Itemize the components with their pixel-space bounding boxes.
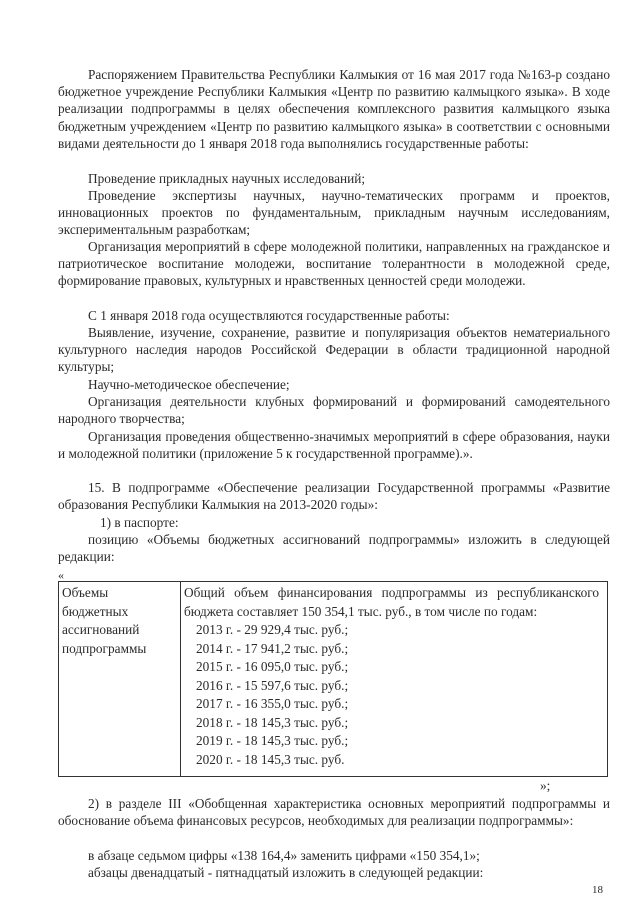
funding-year-2014: 2014 г. - 17 941,2 тыс. руб.;: [196, 640, 349, 656]
paragraph-clubs: Организация деятельности клубных формирований и формирований самодеятельного народного творчества;: [58, 394, 610, 427]
page-number: 18: [592, 884, 603, 896]
funding-year-2020: 2020 г. - 18 145,3 тыс. руб.: [196, 751, 345, 767]
paragraph-twelve-fifteen: абзацы двенадцатый - пятнадцатый изложить в следующей редакции:: [88, 865, 484, 880]
paragraph-since-2018: С 1 января 2018 года осуществляются государственные работы:: [88, 308, 450, 323]
funding-total-text: Общий объем финансирования подпрограммы из республиканского бюджета составляет 150 354,1 тыс. руб., в том числе по годам:: [184, 585, 599, 619]
funding-year-2013: 2013 г. - 29 929,4 тыс. руб.;: [196, 622, 349, 637]
funding-year-2018: 2018 г. - 18 145,3 тыс. руб.;: [196, 714, 349, 730]
paragraph-paragraph-seven: в абзаце седьмом цифры «138 164,4» заменить цифрами «150 354,1»;: [88, 848, 480, 863]
paragraph-youth-policy: Организация мероприятий в сфере молодежной политики, направленных на гражданское и патриотическое воспитание молодежи, воспитание толерантности в молодежной среде, формирование правовых, культурных и нравственных ценностей среди молодежи.: [58, 239, 610, 289]
paragraph-position: позицию «Объемы бюджетных ассигнований подпрограммы» изложить в следующей редакции:: [58, 532, 610, 565]
paragraph-methodical-support: Научно-методическое обеспечение;: [88, 377, 290, 392]
closing-quote: »;: [540, 778, 551, 793]
funding-year-2015: 2015 г. - 16 095,0 тыс. руб.;: [196, 659, 349, 674]
table-value-cell: [181, 582, 608, 777]
paragraph-section-three: 2) в разделе III «Обобщенная характеристика основных мероприятий подпрограммы и обоснование объема финансовых ресурсов, необходимых для реализации подпрограммы»:: [58, 796, 610, 829]
paragraph-item-15: 15. В подпрограмме «Обеспечение реализации Государственной программы «Развитие образования Республики Калмыкия на 2013-2020 годы»:: [58, 480, 610, 513]
funding-year-2017: 2017 г. - 16 355,0 тыс. руб.;: [196, 696, 349, 711]
table-label-cell: Объемы бюджетных ассигнований подпрограммы: [59, 582, 181, 777]
opening-quote: «: [58, 568, 64, 582]
funding-year-2019: 2019 г. - 18 145,3 тыс. руб.;: [196, 733, 349, 748]
paragraph-heritage: Выявление, изучение, сохранение, развитие и популяризация объектов нематериального культурного наследия народов Российской Федерации в области традиционной народной культуры;: [58, 325, 610, 375]
paragraph-expertise: Проведение экспертизы научных, научно-тематических программ и проектов, инновационных проектов по фундаментальным, прикладным научным исследованиям, экспериментальным разработкам;: [58, 188, 610, 238]
funding-year-2016: 2016 г. - 15 597,6 тыс. руб.;: [196, 677, 349, 693]
budget-allocation-table: [58, 581, 608, 777]
paragraph-center-founding: Распоряжением Правительства Республики Калмыкия от 16 мая 2017 года №163-р создано бюджетное учреждение Республики Калмыкия «Центр по развитию калмыцкого языка». В ходе реализации подпрограммы в целях обеспечения комплексного развития калмыцкого языка бюджетным учреждением «Центр по развитию калмыцкого языка» в соответствии с основными видами деятельности до 1 января 2018 года выполнялись государственные работы:: [58, 67, 610, 151]
paragraph-public-events: Организация проведения общественно-значимых мероприятий в сфере образования, науки и молодежной политики (приложение 5 к государственной программе).».: [58, 429, 610, 462]
paragraph-applied-research: Проведение прикладных научных исследований;: [88, 171, 366, 186]
paragraph-passport: 1) в паспорте:: [100, 515, 179, 530]
